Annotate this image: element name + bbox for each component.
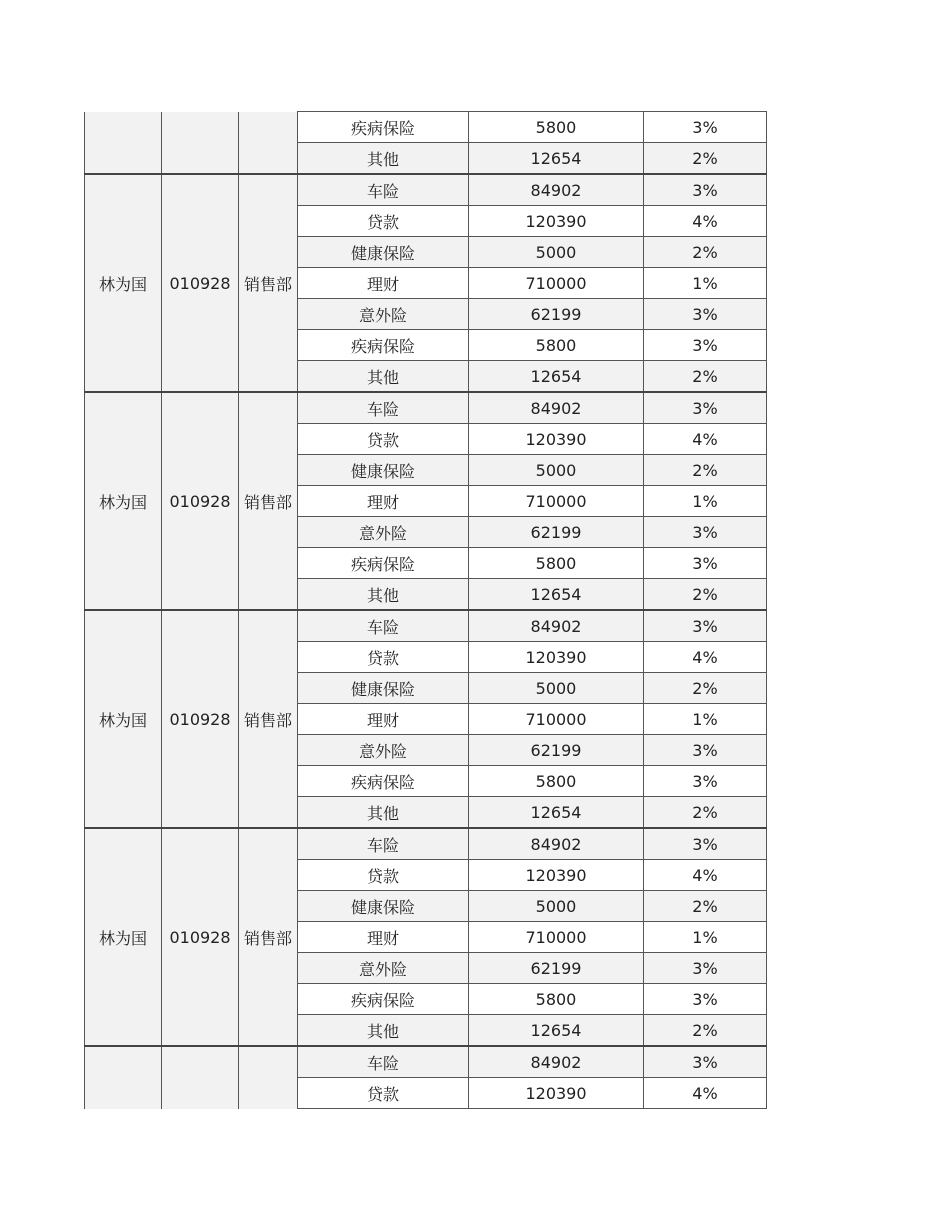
amount-cell: 5000 (469, 455, 644, 486)
product-cell: 贷款 (298, 206, 469, 237)
product-cell: 其他 (298, 1015, 469, 1047)
rate-cell: 1% (644, 268, 767, 299)
employee-name-cell: 林为国 (85, 174, 162, 392)
rate-cell: 3% (644, 517, 767, 548)
employee-id-cell: 010928 (162, 174, 239, 392)
product-cell: 理财 (298, 486, 469, 517)
amount-cell: 120390 (469, 1078, 644, 1109)
table-row (85, 392, 767, 424)
product-cell: 疾病保险 (298, 548, 469, 579)
rate-cell: 4% (644, 1078, 767, 1109)
rate-cell: 3% (644, 735, 767, 766)
amount-cell: 120390 (469, 642, 644, 673)
amount-cell: 120390 (469, 424, 644, 455)
rate-cell: 1% (644, 704, 767, 735)
amount-cell: 84902 (469, 1046, 644, 1078)
rate-cell: 4% (644, 642, 767, 673)
rate-cell: 3% (644, 953, 767, 984)
rate-cell: 3% (644, 984, 767, 1015)
product-cell: 车险 (298, 174, 469, 206)
amount-cell: 710000 (469, 704, 644, 735)
table-row (85, 828, 767, 860)
employee-id-cell (162, 112, 239, 175)
employee-name-cell: 林为国 (85, 610, 162, 828)
department-cell: 销售部 (239, 828, 298, 1046)
rate-cell: 4% (644, 206, 767, 237)
rate-cell: 3% (644, 1046, 767, 1078)
rate-cell: 3% (644, 330, 767, 361)
product-cell: 疾病保险 (298, 766, 469, 797)
rate-cell: 2% (644, 579, 767, 611)
product-cell: 其他 (298, 361, 469, 393)
amount-cell: 84902 (469, 392, 644, 424)
amount-cell: 62199 (469, 953, 644, 984)
product-cell: 车险 (298, 1046, 469, 1078)
rate-cell: 3% (644, 766, 767, 797)
amount-cell: 12654 (469, 1015, 644, 1047)
amount-cell: 710000 (469, 268, 644, 299)
department-cell (239, 1046, 298, 1109)
amount-cell: 62199 (469, 299, 644, 330)
employee-id-cell: 010928 (162, 392, 239, 610)
rate-cell: 3% (644, 828, 767, 860)
amount-cell: 84902 (469, 610, 644, 642)
amount-cell: 120390 (469, 206, 644, 237)
rate-cell: 4% (644, 424, 767, 455)
table-row (85, 174, 767, 206)
product-cell: 其他 (298, 579, 469, 611)
product-cell: 车险 (298, 828, 469, 860)
rate-cell: 2% (644, 237, 767, 268)
table-row (85, 610, 767, 642)
amount-cell: 12654 (469, 361, 644, 393)
amount-cell: 12654 (469, 579, 644, 611)
product-cell: 理财 (298, 704, 469, 735)
product-cell: 健康保险 (298, 455, 469, 486)
department-cell: 销售部 (239, 610, 298, 828)
rate-cell: 4% (644, 860, 767, 891)
amount-cell: 5000 (469, 891, 644, 922)
product-cell: 贷款 (298, 1078, 469, 1109)
amount-cell: 120390 (469, 860, 644, 891)
product-cell: 意外险 (298, 735, 469, 766)
rate-cell: 2% (644, 891, 767, 922)
employee-name-cell: 林为国 (85, 392, 162, 610)
rate-cell: 3% (644, 112, 767, 143)
amount-cell: 5000 (469, 237, 644, 268)
commission-table (84, 111, 767, 1109)
amount-cell: 84902 (469, 828, 644, 860)
amount-cell: 5800 (469, 112, 644, 143)
product-cell: 疾病保险 (298, 984, 469, 1015)
product-cell: 其他 (298, 797, 469, 829)
product-cell: 健康保险 (298, 891, 469, 922)
rate-cell: 3% (644, 548, 767, 579)
product-cell: 健康保险 (298, 237, 469, 268)
product-cell: 其他 (298, 143, 469, 175)
rate-cell: 1% (644, 486, 767, 517)
rate-cell: 3% (644, 392, 767, 424)
employee-id-cell: 010928 (162, 610, 239, 828)
employee-name-cell (85, 1046, 162, 1109)
amount-cell: 5000 (469, 673, 644, 704)
product-cell: 疾病保险 (298, 330, 469, 361)
department-cell (239, 112, 298, 175)
rate-cell: 1% (644, 922, 767, 953)
employee-id-cell: 010928 (162, 828, 239, 1046)
product-cell: 意外险 (298, 953, 469, 984)
rate-cell: 3% (644, 610, 767, 642)
product-cell: 健康保险 (298, 673, 469, 704)
department-cell: 销售部 (239, 392, 298, 610)
product-cell: 贷款 (298, 424, 469, 455)
product-cell: 意外险 (298, 517, 469, 548)
amount-cell: 5800 (469, 548, 644, 579)
amount-cell: 12654 (469, 797, 644, 829)
amount-cell: 62199 (469, 517, 644, 548)
amount-cell: 710000 (469, 486, 644, 517)
product-cell: 贷款 (298, 860, 469, 891)
rate-cell: 2% (644, 1015, 767, 1047)
employee-id-cell (162, 1046, 239, 1109)
amount-cell: 710000 (469, 922, 644, 953)
product-cell: 贷款 (298, 642, 469, 673)
table-row (85, 1046, 767, 1078)
rate-cell: 2% (644, 797, 767, 829)
rate-cell: 2% (644, 455, 767, 486)
product-cell: 意外险 (298, 299, 469, 330)
amount-cell: 5800 (469, 766, 644, 797)
amount-cell: 84902 (469, 174, 644, 206)
product-cell: 车险 (298, 392, 469, 424)
product-cell: 理财 (298, 268, 469, 299)
rate-cell: 3% (644, 174, 767, 206)
amount-cell: 62199 (469, 735, 644, 766)
table-body (85, 112, 767, 1109)
employee-name-cell: 林为国 (85, 828, 162, 1046)
amount-cell: 5800 (469, 330, 644, 361)
rate-cell: 3% (644, 299, 767, 330)
rate-cell: 2% (644, 673, 767, 704)
department-cell: 销售部 (239, 174, 298, 392)
product-cell: 疾病保险 (298, 112, 469, 143)
employee-name-cell (85, 112, 162, 175)
amount-cell: 5800 (469, 984, 644, 1015)
product-cell: 车险 (298, 610, 469, 642)
table-row (85, 112, 767, 143)
rate-cell: 2% (644, 361, 767, 393)
amount-cell: 12654 (469, 143, 644, 175)
rate-cell: 2% (644, 143, 767, 175)
product-cell: 理财 (298, 922, 469, 953)
